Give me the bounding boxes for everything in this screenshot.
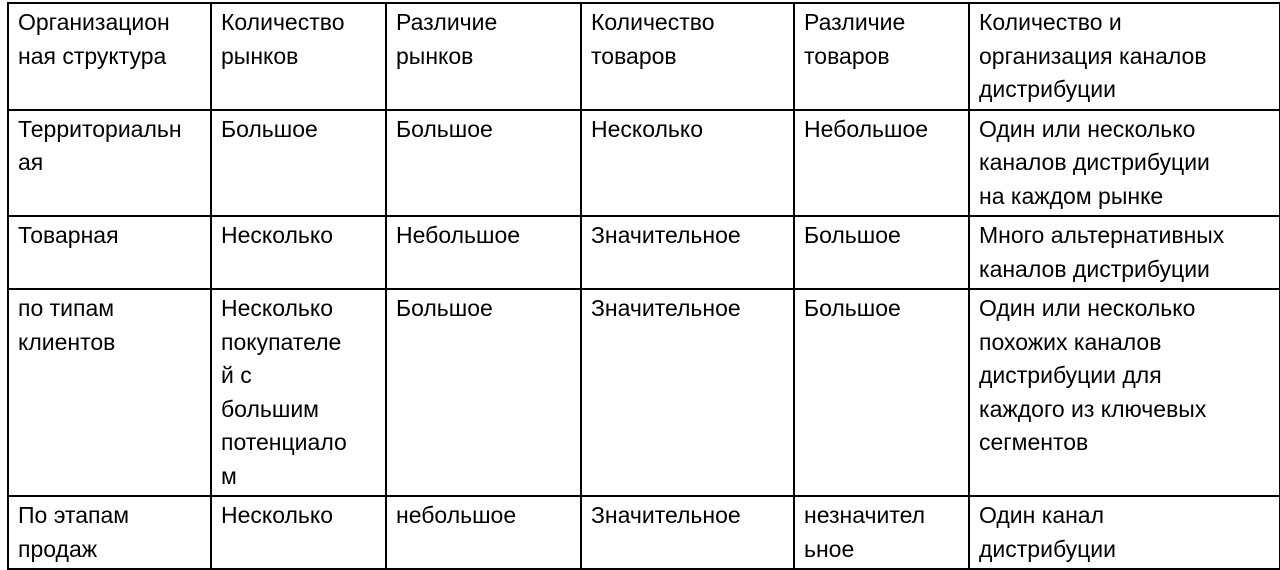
- table-cell: Много альтернативных каналов дистрибуции: [969, 216, 1280, 289]
- table-cell: Значительное: [581, 496, 794, 569]
- table-cell: Несколько: [211, 496, 386, 569]
- table-row: [8, 496, 1280, 569]
- table-row: [8, 216, 1280, 289]
- table-cell: Несколько покупателе й с большим потенциало м: [211, 289, 386, 496]
- table-row: [8, 289, 1280, 496]
- header-row: [8, 3, 1280, 110]
- table-cell: Большое: [386, 289, 581, 496]
- table-cell: Один канал дистрибуции: [969, 496, 1280, 569]
- table-cell: по типам клиентов: [8, 289, 211, 496]
- header-cell: Различие товаров: [794, 3, 969, 110]
- distribution-structure-table: [7, 2, 1280, 570]
- header-cell: Организацион ная структура: [8, 3, 211, 110]
- table-cell: Товарная: [8, 216, 211, 289]
- table-cell: Большое: [211, 110, 386, 217]
- table-cell: Большое: [794, 289, 969, 496]
- table-cell: небольшое: [386, 496, 581, 569]
- table-cell: Один или несколько каналов дистрибуции на каждом рынке: [969, 110, 1280, 217]
- header-cell: Количество товаров: [581, 3, 794, 110]
- table-cell: незначител ьное: [794, 496, 969, 569]
- table-cell: Значительное: [581, 289, 794, 496]
- table-cell: Несколько: [581, 110, 794, 217]
- header-cell: Различие рынков: [386, 3, 581, 110]
- table-cell: Несколько: [211, 216, 386, 289]
- header-cell: Количество рынков: [211, 3, 386, 110]
- table-cell: Большое: [386, 110, 581, 217]
- table-cell: По этапам продаж: [8, 496, 211, 569]
- table-cell: Большое: [794, 216, 969, 289]
- table-cell: Небольшое: [794, 110, 969, 217]
- table-row: [8, 110, 1280, 217]
- header-cell: Количество и организация каналов дистрибуции: [969, 3, 1280, 110]
- table-cell: Небольшое: [386, 216, 581, 289]
- table-cell: Один или несколько похожих каналов дистрибуции для каждого из ключевых сегментов: [969, 289, 1280, 496]
- table-cell: Территориальн ая: [8, 110, 211, 217]
- table-cell: Значительное: [581, 216, 794, 289]
